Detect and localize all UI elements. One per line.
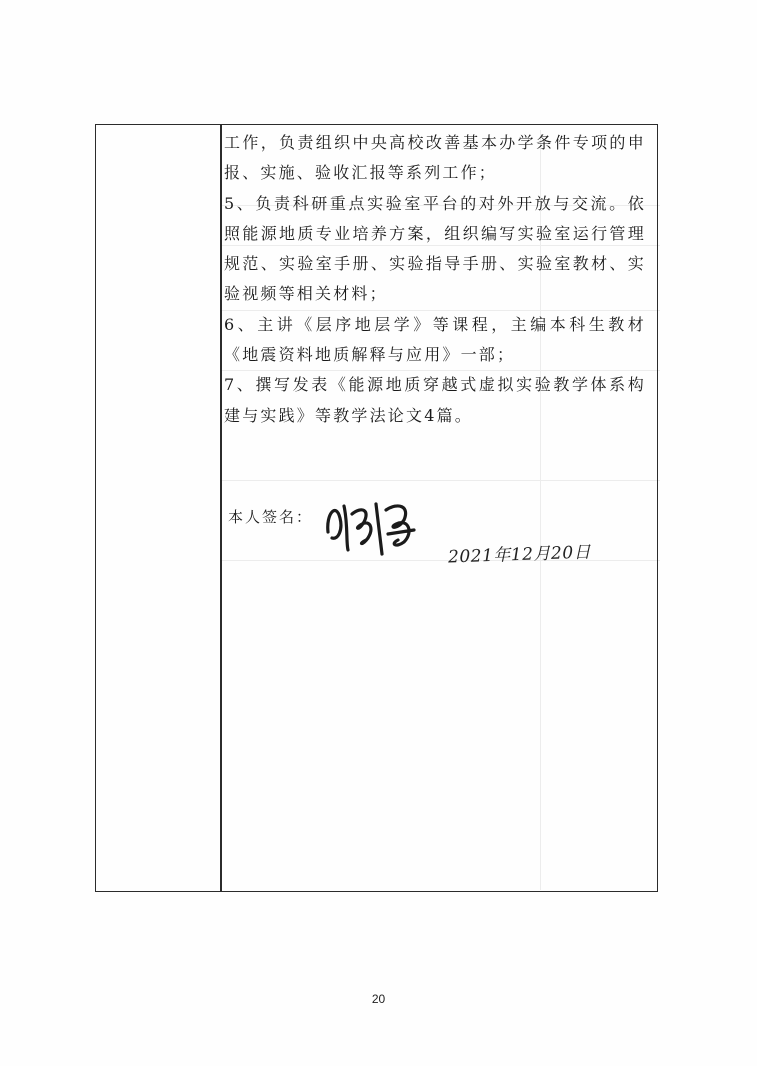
handwritten-signature [318,484,428,562]
table-column-divider [220,124,222,892]
paragraph-2: 5、负责科研重点实验室平台的对外开放与交流。依照能源地质专业培养方案，组织编写实验室运行管理规范、实验室手册、实验指导手册、实验室教材、实验视频等相关材料； [224,193,646,304]
signature-label: 本人签名： [228,508,314,526]
paragraph-1: 工作，负责组织中央高校改善基本办学条件专项的申报、实施、验收汇报等系列工作； [224,133,646,183]
paragraph-4: 7、撰写发表《能源地质穿越式虚拟实验教学体系构建与实践》等教学法论文4篇。 [224,375,646,425]
page-number: 20 [371,992,386,1006]
signature-date: 2021年12月20日 [447,542,592,568]
responsibilities-text [224,128,646,431]
paragraph-3: 6、主讲《层序地层学》等课程，主编本科生教材《地震资料地质解释与应用》一部； [224,314,646,365]
